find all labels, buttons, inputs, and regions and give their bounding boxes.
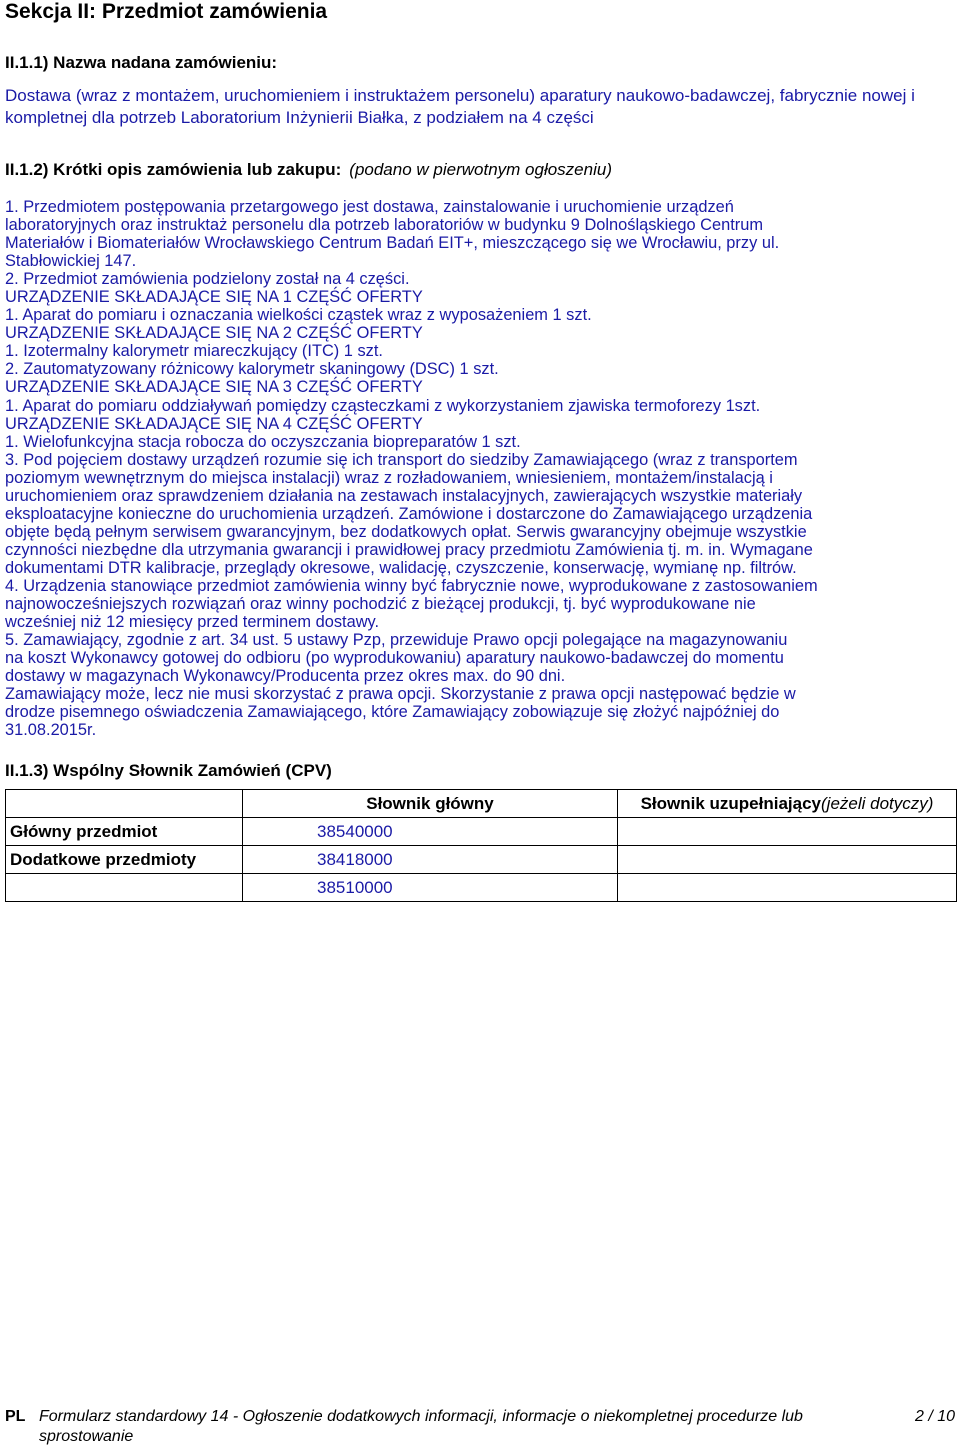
name-field-label: II.1.1) Nazwa nadana zamówieniu: — [5, 53, 278, 72]
name-field-value: Dostawa (wraz z montażem, uruchomieniem i instruktażem personelu) aparatury naukowo-badawczej, fabrycznie nowej i kompletnej dla potrzeb Laboratorium Inżynierii Białka, z podziałem na 4 części — [5, 86, 915, 127]
table-row — [6, 874, 957, 902]
cpv-row-label: Główny przedmiot — [6, 818, 243, 846]
cpv-header-supp-note: (jeżeli dotyczy) — [821, 793, 934, 813]
description-line: 1. Izotermalny kalorymetr miareczkujący (ITC) 1 szt. — [5, 342, 383, 361]
description-line: URZĄDZENIE SKŁADAJĄCE SIĘ NA 2 CZĘŚĆ OFERTY — [5, 324, 423, 343]
description-line: 31.08.2015r. — [5, 721, 97, 740]
description-line: Zamawiający może, lecz nie musi skorzystać z prawa opcji. Skorzystanie z prawa opcji następować będzie w — [5, 685, 796, 704]
description-line: laboratoryjnych oraz instruktaż personelu dla potrzeb laboratoriów w budynku 9 Dolnośląskiego Centrum — [5, 216, 764, 235]
cpv-table — [5, 789, 957, 902]
description-field-note: (podano w pierwotnym ogłoszeniu) — [349, 160, 612, 179]
cpv-row-code: 38540000 — [243, 818, 618, 846]
description-line: poziomym wewnętrznym do miejsca instalacji) wraz z rozładowaniem, wniesieniem, montażem/instalacją i — [5, 468, 773, 487]
description-line: URZĄDZENIE SKŁADAJĄCE SIĘ NA 4 CZĘŚĆ OFERTY — [5, 414, 423, 433]
description-line: czynności niezbędne dla utrzymania gwarancji i prawidłowej pracy przedmiotu Zamówienia tj. m. in. Wymagane — [5, 540, 813, 559]
description-line: 4. Urządzenia stanowiące przedmiot zamówienia winny być fabrycznie nowe, wyprodukowane z zastosowaniem — [5, 576, 818, 595]
description-line: uruchomieniem oraz sprawdzeniem działania na zestawach instalacyjnych, zawierających wszystkie materiały — [5, 486, 803, 505]
description-line: 1. Przedmiotem postępowania przetargowego jest dostawa, zainstalowanie i uruchomienie urządzeń — [5, 198, 734, 216]
description-line: 3. Pod pojęciem dostawy urządzeń rozumie się ich transport do siedziby Zamawiającego (wraz z transportem — [5, 450, 798, 469]
cpv-row-label: Dodatkowe przedmioty — [6, 846, 243, 874]
cpv-row-supp — [618, 846, 957, 874]
description-field-label: II.1.2) Krótki opis zamówienia lub zakupu: — [5, 160, 342, 179]
description-line: najnowocześniejszych rozwiązań oraz winny pochodzić z bieżącej produkcji, tj. być wyprodukowane nie — [5, 595, 756, 614]
cpv-header-empty — [6, 790, 243, 818]
description-line: 2. Zautomatyzowany różnicowy kalorymetr skaningowy (DSC) 1 szt. — [5, 360, 499, 379]
cpv-row-code: 38510000 — [243, 874, 618, 902]
table-row — [6, 818, 957, 846]
cpv-field-label: II.1.3) Wspólny Słownik Zamówień (CPV) — [5, 761, 332, 780]
cpv-header-supp — [618, 790, 957, 818]
cpv-row-supp — [618, 874, 957, 902]
description-field-header — [5, 160, 612, 180]
description-line: objęte będą pełnym serwisem gwarancyjnym, bez dodatkowych opłat. Serwis gwarancyjny obejmuje wszystkie — [5, 522, 807, 541]
cpv-header-main: Słownik główny — [243, 790, 618, 818]
footer-form-name: Formularz standardowy 14 - Ogłoszenie dodatkowych informacji, informacje o niekompletnej procedurze lub sprostowanie — [39, 1408, 803, 1445]
description-line: dostawy w magazynach Wykonawcy/Producenta przez okres max. do 90 dni. — [5, 667, 566, 686]
description-line: 1. Wielofunkcyjna stacja robocza do oczyszczania biopreparatów 1 szt. — [5, 432, 521, 451]
description-line: 1. Aparat do pomiaru i oznaczania wielkości cząstek wraz z wyposażeniem 1 szt. — [5, 306, 592, 325]
cpv-header-row — [6, 790, 957, 818]
cpv-row-code: 38418000 — [243, 846, 618, 874]
section-title: Sekcja II: Przedmiot zamówienia — [5, 0, 328, 23]
description-line: URZĄDZENIE SKŁADAJĄCE SIĘ NA 1 CZĘŚĆ OFERTY — [5, 288, 423, 307]
description-line: drodze pisemnego oświadczenia Zamawiającego, które Zamawiający zobowiązuje się złożyć najpóźniej do — [5, 703, 780, 722]
footer-lang: PL — [5, 1408, 26, 1425]
description-line: dokumentami DTR kalibracje, przeglądy okresowe, walidację, czyszczenie, konserwację, wymianę np. filtrów. — [5, 558, 797, 577]
footer-page-number: 2 / 10 — [914, 1408, 955, 1425]
description-line: 1. Aparat do pomiaru oddziaływań pomiędzy cząsteczkami z wykorzystaniem zjawiska termoforezy 1szt. — [5, 396, 761, 415]
description-text — [5, 198, 957, 739]
description-line: wcześniej niż 12 miesięcy przed terminem dostawy. — [5, 613, 380, 632]
table-row — [6, 846, 957, 874]
cpv-row-label — [6, 874, 243, 902]
description-line: URZĄDZENIE SKŁADAJĄCE SIĘ NA 3 CZĘŚĆ OFERTY — [5, 378, 423, 397]
description-line: 2. Przedmiot zamówienia podzielony został na 4 części. — [5, 270, 410, 289]
description-line: Materiałów i Biomateriałów Wrocławskiego Centrum Badań EIT+, mieszczącego się we Wrocławiu, przy ul. — [5, 234, 780, 253]
cpv-row-supp — [618, 818, 957, 846]
description-line: 5. Zamawiający, zgodnie z art. 34 ust. 5 ustawy Pzp, przewiduje Prawo opcji polegające na magazynowaniu — [5, 631, 788, 650]
description-line: Stabłowickiej 147. — [5, 252, 137, 271]
cpv-header-supp-label: Słownik uzupełniający — [640, 793, 821, 813]
description-line: eksploatacyjne konieczne do uruchomienia urządzeń. Zamówione i dostarczone do Zamawiającego urządzenia — [5, 504, 813, 523]
description-line: na koszt Wykonawcy gotowej do odbioru (po wyprodukowaniu) aparatury naukowo-badawczej do momentu — [5, 649, 784, 668]
